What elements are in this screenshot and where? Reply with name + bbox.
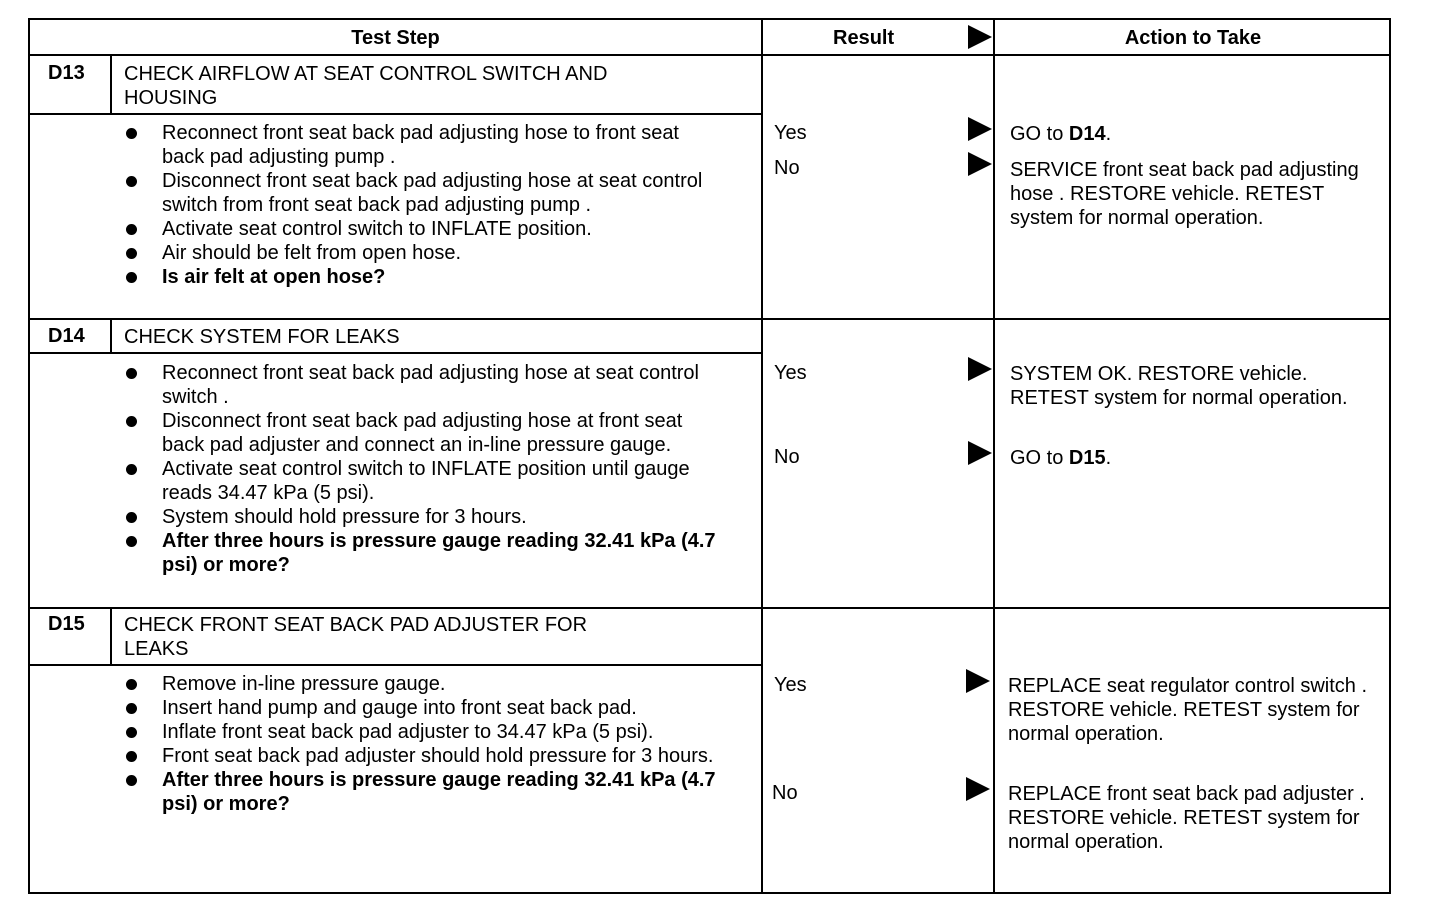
step-title-line: LEAKS	[124, 638, 189, 660]
arrow-icon	[968, 357, 992, 381]
header-result: Result	[833, 27, 895, 49]
step-title-line: HOUSING	[124, 87, 218, 109]
list-item: Disconnect front seat back pad adjusting hose at front seat back pad adjuster and connect an in-line pressure gauge.	[126, 409, 726, 457]
action-step-ref: D15	[1068, 447, 1106, 469]
step-id-divider-d13	[110, 56, 112, 114]
header-test-step: Test Step	[351, 27, 440, 49]
list-item: Air should be felt from open hose.	[126, 241, 726, 265]
list-item: Remove in-line pressure gauge.	[126, 672, 726, 696]
step-title-line: CHECK AIRFLOW AT SEAT CONTROL SWITCH AND	[124, 63, 608, 85]
list-item: Disconnect front seat back pad adjusting hose at seat control switch from front seat back pad adjusting pump .	[126, 169, 726, 217]
action-step-ref: D14	[1068, 123, 1106, 145]
action-no-d15: REPLACE front seat back pad adjuster . RESTORE vehicle. RETEST system for normal operation.	[1008, 783, 1365, 853]
list-item: Front seat back pad adjuster should hold pressure for 3 hours.	[126, 744, 726, 768]
arrow-icon	[968, 152, 992, 176]
action-text: GO to	[1010, 447, 1069, 469]
action-text: .	[1105, 447, 1112, 469]
action-no-d13: SERVICE front seat back pad adjusting hose . RESTORE vehicle. RETEST system for normal operation.	[1010, 159, 1359, 229]
action-text: GO to	[1010, 123, 1069, 145]
result-yes-d14: Yes	[774, 362, 807, 384]
header-action: Action to Take	[1124, 27, 1262, 49]
step-id-d14: D14	[48, 325, 85, 347]
step-bullets-d14	[126, 361, 726, 577]
step-title-underline-d15	[30, 664, 763, 666]
list-item: Reconnect front seat back pad adjusting hose to front seat back pad adjusting pump .	[126, 121, 726, 169]
step-id-d15: D15	[48, 613, 85, 635]
arrow-icon	[968, 441, 992, 465]
step-title-line: CHECK SYSTEM FOR LEAKS	[124, 326, 400, 348]
result-no-d14: No	[774, 446, 800, 468]
row-divider	[30, 318, 1389, 320]
step-title-underline-d13	[30, 113, 763, 115]
step-title-d15	[124, 613, 744, 661]
list-item: Activate seat control switch to INFLATE position until gauge reads 34.47 kPa (5 psi).	[126, 457, 726, 505]
header-arrow-icon	[968, 25, 992, 49]
column-divider-result	[761, 20, 763, 892]
list-item: Inflate front seat back pad adjuster to 34.47 kPa (5 psi).	[126, 720, 726, 744]
result-no-d13: No	[774, 157, 800, 179]
result-no-d15: No	[772, 782, 798, 804]
arrow-icon	[966, 669, 990, 693]
result-yes-d15: Yes	[774, 674, 807, 696]
arrow-icon	[966, 777, 990, 801]
step-id-divider-d14	[110, 320, 112, 354]
header-divider	[30, 54, 1389, 56]
action-no-d14	[1010, 446, 1390, 470]
step-title-d14	[124, 325, 744, 349]
action-yes-d14: SYSTEM OK. RESTORE vehicle. RETEST system for normal operation.	[1010, 363, 1348, 409]
step-id-d13: D13	[48, 62, 85, 84]
row-divider	[30, 607, 1389, 609]
list-item: After three hours is pressure gauge reading 32.41 kPa (4.7 psi) or more?	[126, 529, 726, 577]
list-item: System should hold pressure for 3 hours.	[126, 505, 726, 529]
list-item: After three hours is pressure gauge reading 32.41 kPa (4.7 psi) or more?	[126, 768, 726, 816]
action-yes-d13	[1010, 122, 1390, 146]
action-yes-d15: REPLACE seat regulator control switch . RESTORE vehicle. RETEST system for normal operation.	[1008, 675, 1368, 745]
arrow-icon	[968, 117, 992, 141]
action-text: .	[1105, 123, 1112, 145]
result-yes-d13: Yes	[774, 122, 807, 144]
step-bullets-d13	[126, 121, 726, 289]
column-divider-action	[993, 20, 995, 892]
step-bullets-d15	[126, 672, 726, 816]
step-title-d13	[124, 62, 744, 110]
list-item: Activate seat control switch to INFLATE position.	[126, 217, 726, 241]
diagnostic-table	[28, 18, 1391, 894]
list-item: Insert hand pump and gauge into front seat back pad.	[126, 696, 726, 720]
step-id-divider-d15	[110, 609, 112, 665]
step-title-underline-d14	[30, 352, 763, 354]
step-title-line: CHECK FRONT SEAT BACK PAD ADJUSTER FOR	[124, 614, 588, 636]
list-item: Reconnect front seat back pad adjusting hose at seat control switch .	[126, 361, 726, 409]
list-item: Is air felt at open hose?	[126, 265, 726, 289]
